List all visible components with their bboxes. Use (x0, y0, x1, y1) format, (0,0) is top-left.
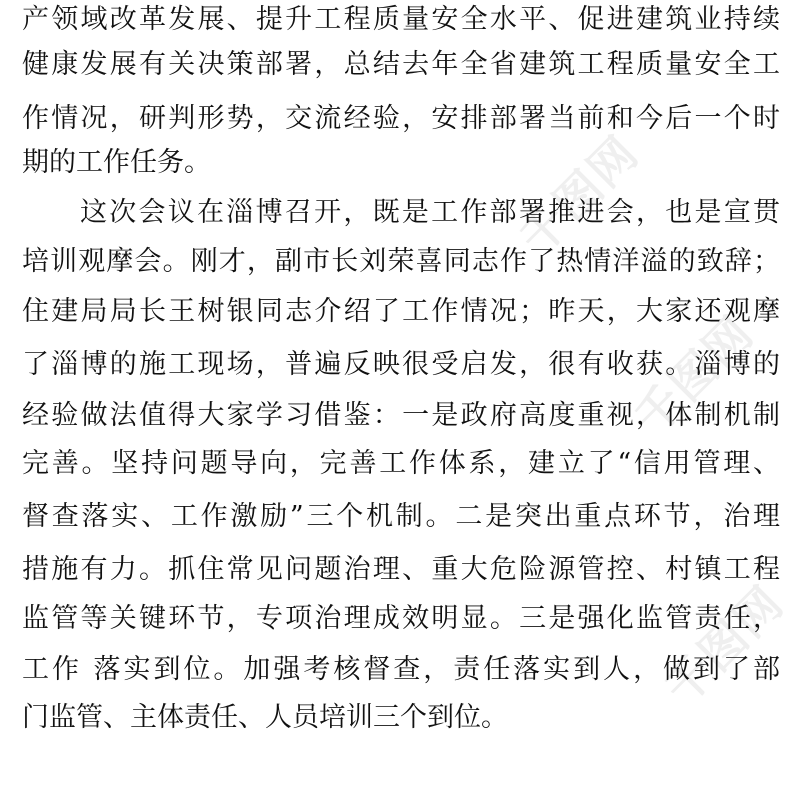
paragraph-line: 督查落实、工作激励”三个机制。二是突出重点环节，治理 (22, 501, 780, 532)
watermark: 千图网 (624, 305, 765, 446)
paragraph-line: 产领域改革发展、提升工程质量安全水平、促进建筑业持续 (22, 4, 780, 35)
paragraph-line: 工作 落实到位。加强考核督查，责任落实到人，做到了部 (22, 654, 780, 685)
watermark: 千图网 (509, 125, 650, 266)
paragraph-line: 监管等关键环节，专项治理成效明显。三是强化监管责任， (22, 603, 780, 634)
paragraph-line: 门监管、主体责任、人员培训三个到位。 (22, 702, 508, 733)
paragraph-first-line: 这次会议在淄博召开，既是工作部署推进会，也是宣贯 (80, 197, 780, 228)
paragraph-line: 住建局局长王树银同志介绍了工作情况；昨天，大家还观摩 (22, 296, 780, 327)
paragraph-line: 作情况，研判形势，交流经验，安排部署当前和今后一个时 (22, 103, 780, 134)
paragraph-line: 完善。坚持问题导向，完善工作体系，建立了“信用管理、 (22, 448, 780, 479)
paragraph-line: 经验做法值得大家学习借鉴：一是政府高度重视，体制机制 (22, 400, 780, 431)
paragraph-line: 培训观摩会。刚才，副市长刘荣喜同志作了热情洋溢的致辞； (22, 246, 780, 277)
paragraph-line: 健康发展有关决策部署，总结去年全省建筑工程质量安全工 (22, 49, 780, 80)
paragraph-line: 措施有力。抓住常见问题治理、重大危险源管控、村镇工程 (22, 554, 780, 585)
watermark: 千图网 (654, 575, 795, 716)
paragraph-line: 了淄博的施工现场，普遍反映很受启发，很有收获。淄博的 (22, 349, 780, 380)
paragraph-line: 期的工作任务。 (22, 147, 211, 178)
